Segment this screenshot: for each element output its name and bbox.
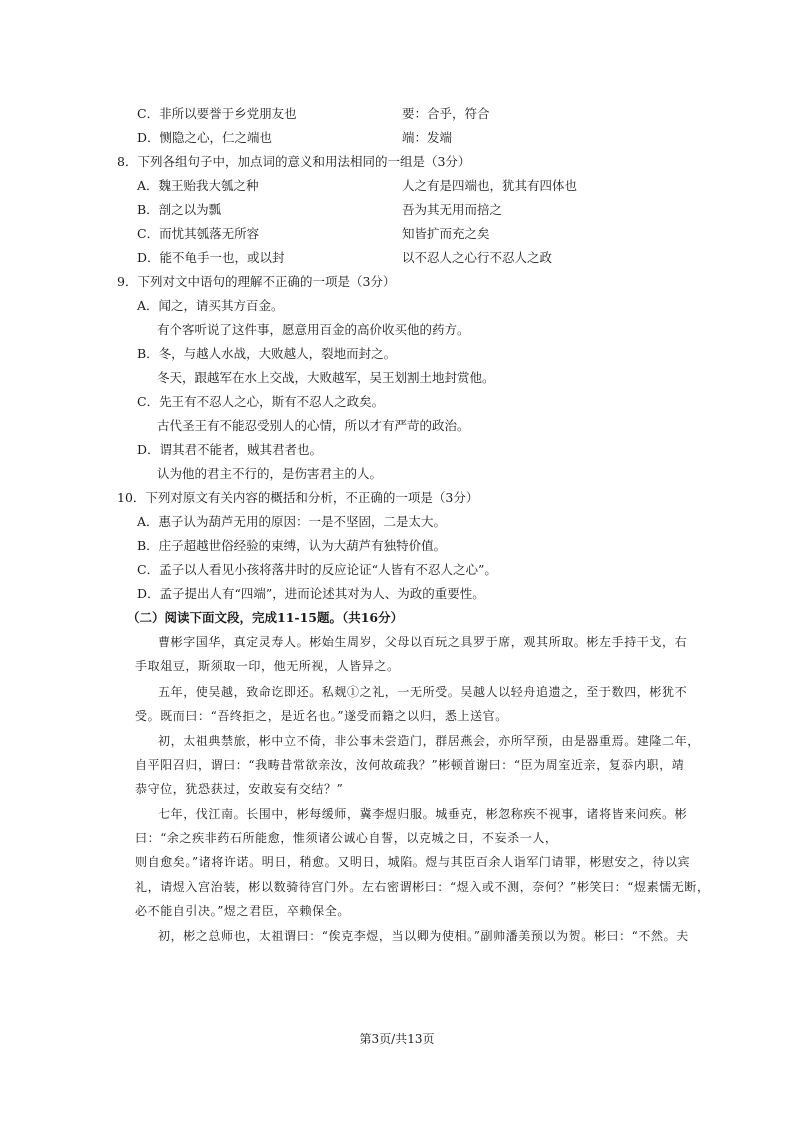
passage-line: 初，彬之总师也，太祖谓曰：“俟克李煜，当以卿为使相。”副帅潘美预以为贺。彬曰：“不然。夫 [158,929,689,943]
q8-option-a-pair: 人之有是四端也，犹其有四体也 [402,178,578,193]
section2-heading: （二）阅读下面文段，完成11-15题。（共16分） [127,610,404,625]
passage-line: 恭守位，犹恐获过，安敢妄有交结？” [135,782,344,796]
passage-line: 七年，伐江南。长围中，彬每缓师，冀李煜归服。城垂克，彬忽称疾不视事，诸将皆来问疾。彬 [158,807,688,821]
q9-option-a: A．闻之，请买其方百金。 [137,298,284,313]
q9-option-d-explain: 认为他的君主不行的，是伤害君主的人。 [157,466,383,481]
q9-option-c-explain: 古代圣王有不能忍受别人的心情，所以才有严苛的政治。 [157,418,470,433]
passage-line: 曹彬字国华，真定灵寿人。彬始生周岁，父母以百玩之具罗于席，观其所取。彬左手持干戈，右 [158,635,688,649]
passage-line: 初，太祖典禁旅，彬中立不倚，非公事未尝造门，群居燕会，亦所罕预，由是器重焉。建隆二年， [158,734,700,748]
page-footer: 第3页/共13页 [359,1032,435,1046]
q9-option-b: B．冬，与越人水战，大败越人，裂地而封之。 [137,346,397,361]
q9-option-d: D．谓其君不能者，贼其君者也。 [137,442,323,457]
q8-option-c: C．而忧其瓠落无所容 [137,226,260,241]
q8-option-b-pair: 吾为其无用而掊之 [402,202,503,217]
q7-option-c-gloss: 要：合乎，符合 [402,106,490,121]
passage-line: 必不能自引决。”煜之君臣，卒赖保全。 [135,904,350,918]
q7-option-d: D．恻隐之心，仁之端也 [137,130,273,145]
passage-line: 曰：“余之疾非药石所能愈，惟须诸公诚心自誓，以克城之日，不妄杀一人， [135,831,558,845]
passage-line: 五年，使吴越，致命讫即还。私觌①之礼，一无所受。吴越人以轻舟追遗之，至于数四，彬犹不 [158,685,688,699]
passage-line: 则自愈矣。”诸将许诺。明日，稍愈。又明日，城陷。煜与其臣百余人诣军门请罪，彬慰安之，待以宾 [135,855,691,869]
q10-option-d: D．孟子提出人有“四端”，进而论述其对为人、为政的重要性。 [137,586,485,601]
q8-option-a: A．魏王贻我大瓠之种 [137,178,259,193]
q8-stem: 8．下列各组句子中，加点词的意义和用法相同的一组是（3分） [117,154,471,169]
q10-option-c: C．孟子以人看见小孩将落井时的反应论证“人皆有不忍人之心”。 [137,562,497,577]
passage-line: 自平阳召归，谓曰：“我畴昔常欲亲汝，汝何故疏我？”彬顿首谢曰：“臣为周室近亲，复忝内职，靖 [135,758,685,772]
passage-line: 礼，请煜入宫治装，彬以数骑待宫门外。左右密谓彬曰：“煜入或不测，奈何？”彬笑曰：“煜素懦无断， [135,880,710,894]
q9-stem: 9．下列对文中语句的理解不正确的一项是（3分） [117,274,396,289]
passage-line: 受。既而曰：“吾终拒之，是近名也。”遂受而籍之以归，悉上送官。 [135,709,508,723]
q7-option-d-gloss: 端：发端 [402,130,453,145]
q10-option-a: A．惠子认为葫芦无用的原因：一是不坚固，二是太大。 [137,514,447,529]
q8-option-d-pair: 以不忍人之心行不忍人之政 [402,250,553,265]
passage-line: 手取俎豆，斯须取一印，他无所视，人皆异之。 [135,659,400,673]
q8-option-d: D．能不龟手一也，或以封 [137,250,285,265]
q8-option-b: B．剖之以为瓢 [137,202,222,217]
q8-option-c-pair: 知皆扩而充之矣 [402,226,490,241]
q9-option-b-explain: 冬天，跟越军在水上交战，大败越军，吴王划割土地封赏他。 [157,370,495,385]
q9-option-a-explain: 有个客听说了这件事，愿意用百金的高价收买他的药方。 [157,322,470,337]
q7-option-c: C．非所以要誉于乡党朋友也 [137,106,297,121]
q9-option-c: C．先王有不忍人之心，斯有不忍人之政矣。 [137,394,385,409]
q10-option-b: B．庄子超越世俗经验的束缚，认为大葫芦有独特价值。 [137,538,447,553]
q10-stem: 10．下列对原文有关内容的概括和分析，不正确的一项是（3分） [117,490,479,505]
